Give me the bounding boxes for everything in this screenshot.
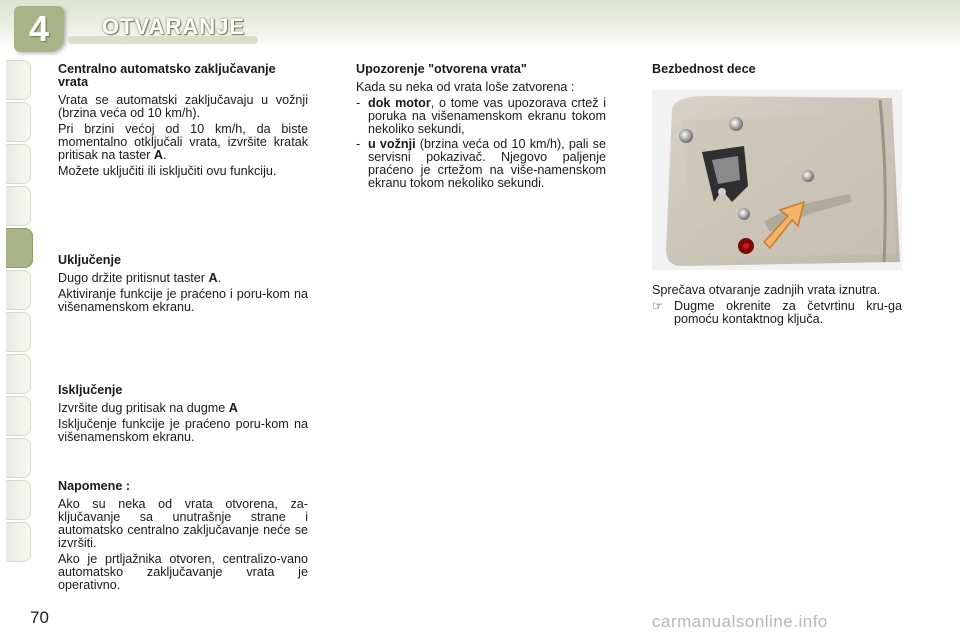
- list-item-body: , o tome vas upozorava crtež i poruka na višenamenskom ekranu tokom nekoliko sekundi,: [368, 96, 606, 136]
- chapter-number: 4: [28, 8, 50, 49]
- chapter-tab-4[interactable]: [6, 186, 31, 226]
- paragraph: [58, 272, 308, 285]
- bolt: [679, 129, 693, 143]
- paragraph-text: Izvršite dug pritisak na dugme: [58, 401, 229, 415]
- section-child-safety-text: [652, 284, 902, 328]
- paragraph: Vrata se automatski zaključavaju u vožnji (brzina veća od 10 km/h).: [58, 93, 308, 120]
- bolt: [738, 208, 750, 220]
- section-enable: [58, 254, 308, 317]
- section-heading: Napomene :: [58, 479, 131, 493]
- paragraph: [58, 123, 308, 162]
- chapter-tab-1[interactable]: [6, 60, 31, 100]
- paragraph: Isključenje funkcije je praćeno poru-kom na višenamenskom ekranu.: [58, 417, 308, 444]
- paragraph: Kada su neka od vrata loše zatvorena :: [356, 80, 575, 94]
- list-item: [356, 138, 606, 190]
- paragraph-end: .: [163, 148, 167, 162]
- dash-marker: -: [356, 137, 361, 151]
- chapter-tab-8[interactable]: [6, 354, 31, 394]
- bolt: [729, 117, 743, 131]
- chapter-tab-12[interactable]: [6, 522, 31, 562]
- section-notes: [58, 480, 308, 595]
- watermark: carmanualsonline.info: [652, 612, 828, 631]
- chapter-tab-11[interactable]: [6, 480, 31, 520]
- paragraph: [58, 402, 308, 415]
- paragraph: Aktiviranje funkcije je praćeno i poru-kom na višenamenskom ekranu.: [58, 287, 308, 314]
- paragraph: Sprečava otvaranje zadnjih vrata iznutra.: [652, 283, 881, 297]
- key-label: A: [228, 401, 238, 415]
- chapter-tab-5-active[interactable]: [6, 228, 33, 268]
- child-lock-photo: [652, 90, 902, 270]
- section-child-safety: [652, 63, 902, 81]
- chapter-tab-3[interactable]: [6, 144, 31, 184]
- section-door-warning: [356, 63, 606, 192]
- chapter-tab-7[interactable]: [6, 312, 31, 352]
- section-disable: [58, 384, 308, 447]
- bullet-text: Dugme okrenite za četvrtinu kru-ga pomoću kontaktnog ključa.: [674, 299, 902, 326]
- paragraph-text: Dugo držite pritisnut taster: [58, 271, 209, 285]
- list-item-text: [368, 97, 606, 136]
- list-item-body: (brzina veća od 10 km/h), pali se servisni pokazivač. Njegovo paljenje praćeno je crtežom na više-namenskom ekranu tokom nekoliko sekundi.: [368, 137, 606, 190]
- section-central-locking: [58, 63, 308, 181]
- pointing-hand-icon: ☞: [652, 299, 664, 313]
- page-number: 70: [30, 608, 49, 627]
- chapter-tab-2[interactable]: [6, 102, 31, 142]
- chapter-tab-6[interactable]: [6, 270, 31, 310]
- paragraph: Ako su neka od vrata otvorena, za-ključavanje sa unutrašnje strane i automatsko centralno zaključavanje neće se izvršiti.: [58, 497, 308, 550]
- bolt: [802, 170, 814, 182]
- key-label: A: [153, 148, 164, 162]
- paragraph: Ako je prtljažnika otvoren, centralizo-vano automatsko zaključavanje vrata je operativno.: [58, 552, 308, 592]
- list-item-text: [368, 138, 606, 190]
- page-title: OTVARANJE: [102, 14, 246, 39]
- list-item-bold: dok motor: [368, 96, 431, 110]
- section-heading: Bezbednost dece: [652, 62, 756, 76]
- section-heading: Uključenje: [58, 253, 121, 267]
- key-label: A: [208, 271, 218, 285]
- chapter-tab-9[interactable]: [6, 396, 31, 436]
- chapter-badge: [14, 6, 64, 52]
- dash-marker: -: [356, 96, 361, 110]
- section-heading: Centralno automatsko zaključavanje vrata: [58, 62, 276, 89]
- section-heading: Upozorenje "otvorena vrata": [356, 62, 527, 76]
- chapter-tabs: [0, 60, 34, 580]
- list-item-bold: u vožnji: [368, 137, 416, 151]
- paragraph-text: Pri brzini većoj od 10 km/h, da biste momentalno otključali vrata, izvršite kratak pritisak na taster: [58, 122, 308, 162]
- bullet-item: [652, 300, 902, 326]
- paragraph: Možete uključiti ili isključiti ovu funkciju.: [58, 164, 277, 178]
- list-item: [356, 97, 606, 136]
- chapter-tab-10[interactable]: [6, 438, 31, 478]
- section-heading: Isključenje: [58, 383, 123, 397]
- paragraph-end: .: [217, 271, 222, 285]
